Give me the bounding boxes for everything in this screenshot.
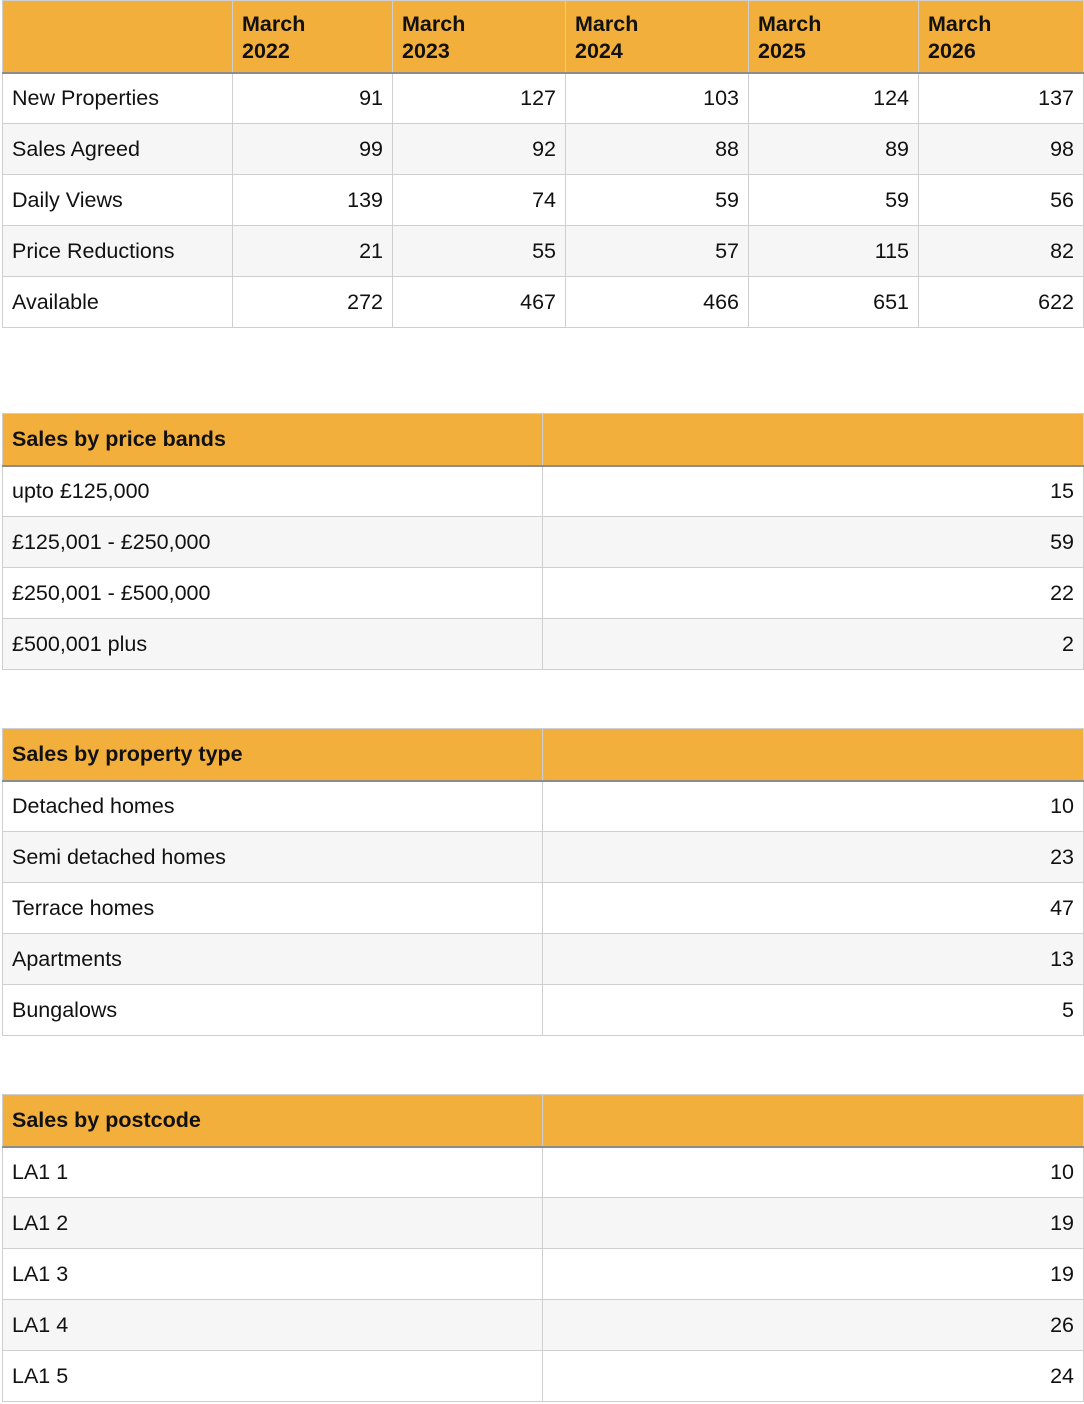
- row-label: LA1 1: [3, 1147, 543, 1198]
- row-label: New Properties: [3, 73, 233, 124]
- table-title: Sales by property type: [3, 729, 543, 781]
- value-cell: 19: [543, 1249, 1084, 1300]
- row-label: Terrace homes: [3, 883, 543, 934]
- table-row: [3, 619, 1084, 670]
- value-cell: 55: [393, 226, 566, 277]
- column-header-2026: March 2026: [919, 1, 1084, 73]
- value-cell: 137: [919, 73, 1084, 124]
- value-cell: 124: [749, 73, 919, 124]
- value-cell: 59: [749, 175, 919, 226]
- row-label: Semi detached homes: [3, 832, 543, 883]
- row-label: LA1 5: [3, 1351, 543, 1402]
- table-title: Sales by price bands: [3, 414, 543, 466]
- value-cell: 74: [393, 175, 566, 226]
- row-label: LA1 3: [3, 1249, 543, 1300]
- row-label: Daily Views: [3, 175, 233, 226]
- row-label: £125,001 - £250,000: [3, 517, 543, 568]
- header-empty-cell: [543, 1095, 1084, 1147]
- table-row: [3, 985, 1084, 1036]
- value-cell: 103: [566, 73, 749, 124]
- value-cell: 115: [749, 226, 919, 277]
- value-cell: 92: [393, 124, 566, 175]
- column-header-2023: March 2023: [393, 1, 566, 73]
- table-row: [3, 1147, 1084, 1198]
- table-header-row: [3, 729, 1084, 781]
- row-label: Sales Agreed: [3, 124, 233, 175]
- row-label: Apartments: [3, 934, 543, 985]
- table-row: [3, 175, 1084, 226]
- value-cell: 139: [233, 175, 393, 226]
- table-row: [3, 277, 1084, 328]
- value-cell: 19: [543, 1198, 1084, 1249]
- value-cell: 98: [919, 124, 1084, 175]
- value-cell: 2: [543, 619, 1084, 670]
- table-header-row: [3, 414, 1084, 466]
- value-cell: 56: [919, 175, 1084, 226]
- table-row: [3, 781, 1084, 832]
- table-header-row: [3, 1095, 1084, 1147]
- value-cell: 91: [233, 73, 393, 124]
- table-row: [3, 883, 1084, 934]
- row-label: LA1 2: [3, 1198, 543, 1249]
- table-row: [3, 1249, 1084, 1300]
- value-cell: 10: [543, 781, 1084, 832]
- postcode-table: [2, 1094, 1084, 1402]
- header-empty-cell: [543, 414, 1084, 466]
- table-row: [3, 1198, 1084, 1249]
- row-label: Available: [3, 277, 233, 328]
- value-cell: 59: [543, 517, 1084, 568]
- market-stats-table: [2, 0, 1084, 328]
- value-cell: 15: [543, 466, 1084, 517]
- row-label: Detached homes: [3, 781, 543, 832]
- price-bands-table: [2, 413, 1084, 670]
- table-row: [3, 1351, 1084, 1402]
- row-label: upto £125,000: [3, 466, 543, 517]
- value-cell: 99: [233, 124, 393, 175]
- table-title: Sales by postcode: [3, 1095, 543, 1147]
- value-cell: 651: [749, 277, 919, 328]
- table-header-row: [3, 1, 1084, 73]
- value-cell: 26: [543, 1300, 1084, 1351]
- table-row: [3, 568, 1084, 619]
- header-corner-cell: [3, 1, 233, 73]
- row-label: LA1 4: [3, 1300, 543, 1351]
- value-cell: 127: [393, 73, 566, 124]
- column-header-2025: March 2025: [749, 1, 919, 73]
- column-header-2022: March 2022: [233, 1, 393, 73]
- value-cell: 82: [919, 226, 1084, 277]
- property-type-table: [2, 728, 1084, 1036]
- value-cell: 10: [543, 1147, 1084, 1198]
- value-cell: 22: [543, 568, 1084, 619]
- header-empty-cell: [543, 729, 1084, 781]
- value-cell: 88: [566, 124, 749, 175]
- value-cell: 57: [566, 226, 749, 277]
- table-row: [3, 124, 1084, 175]
- row-label: Price Reductions: [3, 226, 233, 277]
- value-cell: 47: [543, 883, 1084, 934]
- table-row: [3, 466, 1084, 517]
- value-cell: 466: [566, 277, 749, 328]
- row-label: £500,001 plus: [3, 619, 543, 670]
- table-row: [3, 832, 1084, 883]
- value-cell: 272: [233, 277, 393, 328]
- value-cell: 89: [749, 124, 919, 175]
- table-row: [3, 934, 1084, 985]
- column-header-2024: March 2024: [566, 1, 749, 73]
- table-row: [3, 226, 1084, 277]
- value-cell: 23: [543, 832, 1084, 883]
- table-row: [3, 1300, 1084, 1351]
- table-row: [3, 73, 1084, 124]
- value-cell: 467: [393, 277, 566, 328]
- value-cell: 24: [543, 1351, 1084, 1402]
- value-cell: 59: [566, 175, 749, 226]
- row-label: £250,001 - £500,000: [3, 568, 543, 619]
- table-row: [3, 517, 1084, 568]
- value-cell: 622: [919, 277, 1084, 328]
- row-label: Bungalows: [3, 985, 543, 1036]
- value-cell: 5: [543, 985, 1084, 1036]
- value-cell: 21: [233, 226, 393, 277]
- value-cell: 13: [543, 934, 1084, 985]
